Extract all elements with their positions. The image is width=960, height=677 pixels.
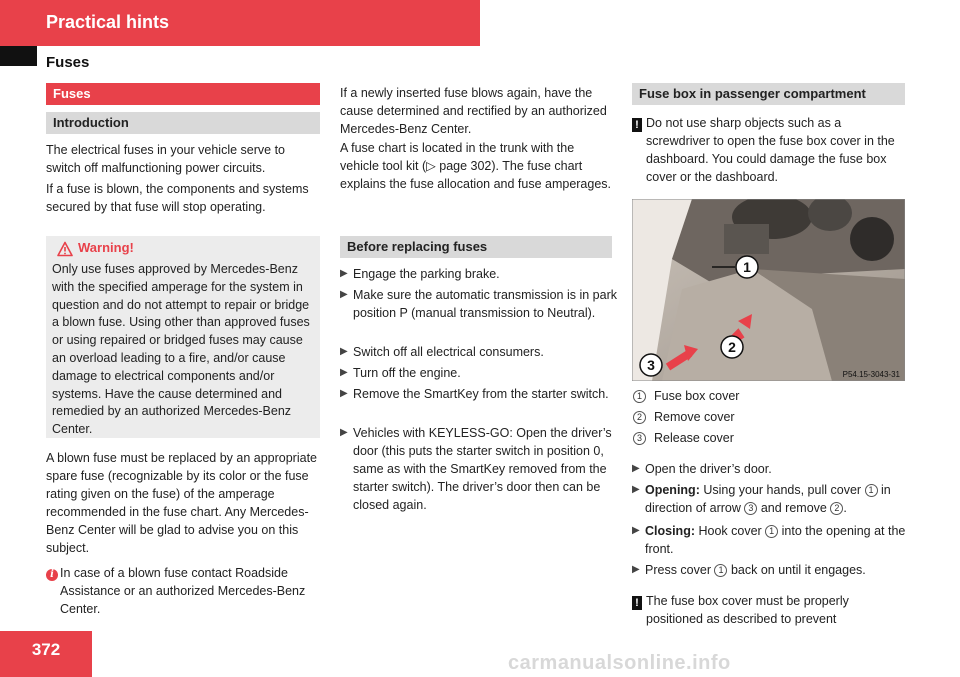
- caution-icon: !: [632, 118, 642, 132]
- warning-triangle-icon: [57, 241, 73, 257]
- step-arrow-icon: ▶: [340, 367, 348, 378]
- legend-item: 3 Release cover: [633, 431, 734, 445]
- intro-paragraph-2: If a fuse is blown, the components and systems secured by that fuse will stop operating.: [46, 182, 309, 214]
- step-arrow-icon: ▶: [340, 427, 348, 438]
- step-item: ▶ Turn off the engine.: [340, 366, 461, 380]
- step-arrow-icon: ▶: [632, 564, 640, 575]
- replace-fuse-paragraph: A blown fuse must be replaced by an appropriate spare fuse (recognizable by its color or the fuse rating given on the fuse) of the amperage recommended in the fuse chart. Any Mercedes-Benz Center will be glad to advise you on this subject.: [46, 451, 318, 555]
- fuse-box-heading: Fuse box in passenger compartment: [632, 83, 905, 105]
- fuse-box-photo: [632, 199, 905, 381]
- fuse-chart-paragraph: A fuse chart is located in the trunk with the vehicle tool kit (▷ page 302). The fuse chart explains the fuse allocation and fuse amperages.: [340, 141, 612, 191]
- legend-item: 2 Remove cover: [633, 410, 735, 424]
- step-item: ▶ Engage the parking brake.: [340, 267, 500, 281]
- step-arrow-icon: ▶: [340, 268, 348, 279]
- caution-note-1: ! Do not use sharp objects such as a screwdriver to open the fuse box cover in the dashboard. You could damage the fuse box cover or the dashboard.: [632, 114, 908, 132]
- step-arrow-icon: ▶: [632, 463, 640, 474]
- fuse-step-press-cover: ▶ Press cover 1 back on until it engages.: [632, 563, 866, 577]
- intro-paragraph-1: The electrical fuses in your vehicle serve to switch off malfunctioning power circuits.: [46, 143, 285, 175]
- fuse-step-open-door: ▶ Open the driver’s door.: [632, 462, 772, 476]
- step-arrow-icon: ▶: [632, 484, 640, 495]
- introduction-heading: Introduction: [46, 112, 320, 134]
- page-reference-link[interactable]: ▷ page 302: [426, 159, 492, 173]
- info-note: [46, 564, 322, 616]
- fuses-heading: Fuses: [46, 83, 320, 105]
- callout-2: 2: [728, 339, 736, 355]
- info-note-text: In case of a blown fuse contact Roadside Assistance or an authorized Mercedes-Benz Center.: [60, 566, 306, 616]
- watermark: carmanualsonline.info: [508, 652, 731, 674]
- callout-3: 3: [647, 357, 655, 373]
- legend-item: 1 Fuse box cover: [633, 389, 739, 403]
- info-icon: i: [46, 569, 58, 581]
- step-arrow-icon: ▶: [340, 388, 348, 399]
- step-item: ▶ Remove the SmartKey from the starter switch.: [340, 387, 609, 401]
- header-marker: [0, 46, 37, 66]
- repeat-blow-paragraph: If a newly inserted fuse blows again, have the cause determined and rectified by an authorized Mercedes-Benz Center.: [340, 86, 607, 136]
- caution-note-2: ! The fuse box cover must be properly positioned as described to prevent: [632, 592, 908, 610]
- step-arrow-icon: ▶: [340, 289, 348, 300]
- page-number: 372: [31, 640, 61, 659]
- caution-icon: !: [632, 596, 642, 610]
- callout-1: 1: [743, 259, 751, 275]
- step-item: ▶ Vehicles with KEYLESS-GO: Open the driver’s door (this puts the starter switch in position 0, same as with the SmartKey removed from the starter switch). The driver’s door then can be closed again.: [340, 426, 612, 512]
- warning-title: Warning!: [78, 240, 134, 255]
- step-arrow-icon: ▶: [340, 346, 348, 357]
- section-title: Practical hints: [46, 12, 170, 32]
- warning-box: [46, 236, 320, 438]
- photo-code: P54.15-3043-31: [842, 370, 900, 379]
- step-arrow-icon: ▶: [632, 525, 640, 536]
- fuse-step-opening: ▶ Opening: Using your hands, pull cover 1 in direction of arrow 3 and remove 2 .: [632, 483, 891, 515]
- page-title: Fuses: [46, 54, 90, 71]
- fuse-step-closing: ▶ Closing: Hook cover 1 into the opening at the front.: [632, 524, 906, 556]
- warning-text: Only use fuses approved by Mercedes-Benz with the specified amperage for the system in question and do not attempt to repair or bridge a blown fuse. Using other than approved fuses or using repaired or bridged fuses may cause an overload leading to a fire, and/or cause damage to electrical components and/or systems. Have the cause determined and remedied by an authorized Mercedes-Benz Center.: [52, 262, 310, 437]
- step-item: ▶ Make sure the automatic transmission is in park position P (manual transmission to Neutral).: [340, 288, 617, 320]
- before-replacing-heading: Before replacing fuses: [340, 236, 612, 258]
- step-item: ▶ Switch off all electrical consumers.: [340, 345, 544, 359]
